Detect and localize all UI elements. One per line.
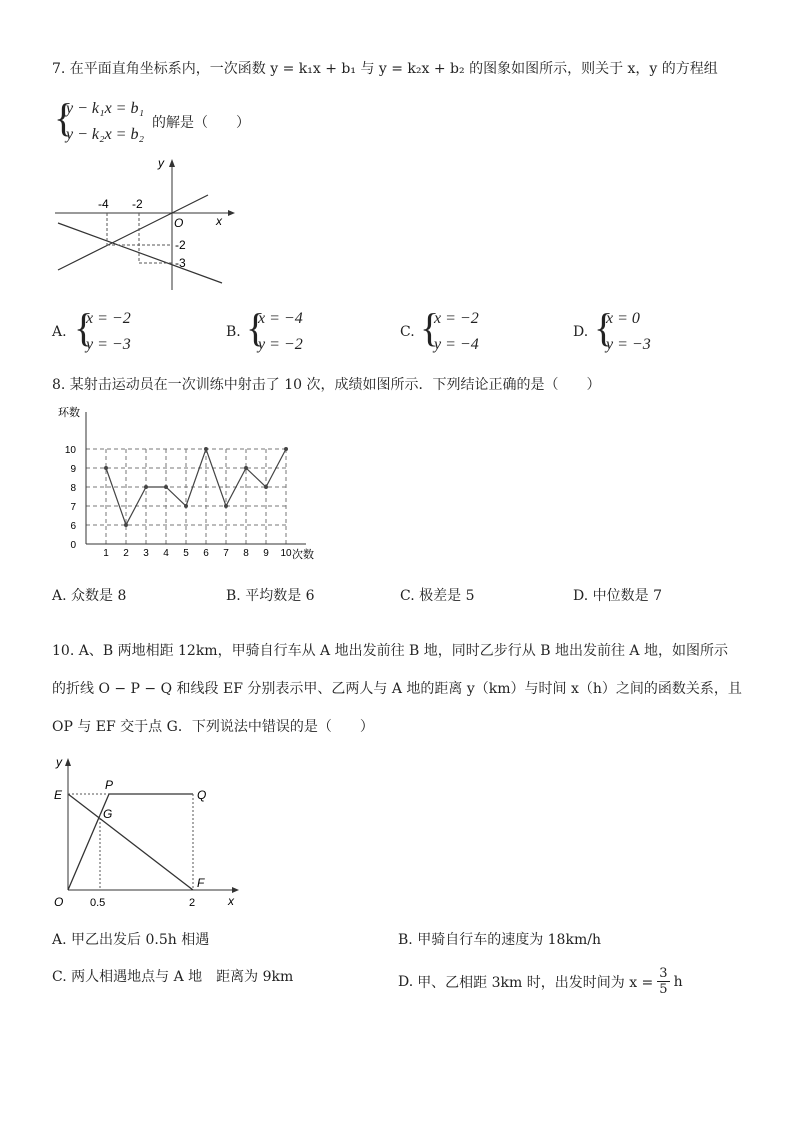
- q7-option-d-eq2: y = −3: [606, 336, 651, 353]
- q10-y-arrow: [65, 758, 71, 766]
- q7-graph: [50, 155, 240, 295]
- q7-tick-neg4: -4: [98, 197, 109, 211]
- q8-data-point: [184, 504, 188, 508]
- q10-option-d[interactable]: [398, 966, 683, 997]
- q10-option-c-letter: C.: [52, 969, 67, 985]
- q8-option-b-letter: B.: [226, 588, 241, 604]
- q10-label-Q: Q: [197, 788, 207, 802]
- q10-label-G: G: [103, 807, 113, 821]
- q7-x-arrow: [228, 210, 235, 216]
- q10-graph: [50, 752, 250, 910]
- q7-option-c[interactable]: [434, 306, 479, 358]
- q10-x-arrow: [232, 887, 239, 893]
- q10-option-d-fraction: [657, 966, 669, 997]
- q7-line2: [58, 223, 222, 283]
- q8-option-a-text: 众数是 8: [71, 588, 127, 604]
- q8-data-point: [284, 447, 288, 451]
- q7-option-a-brace: {: [74, 305, 94, 350]
- q8-option-b[interactable]: [226, 585, 315, 605]
- q7-option-a-eq2: y = −3: [86, 336, 131, 353]
- q8-option-a-letter: A.: [52, 588, 67, 604]
- q8-option-a[interactable]: [52, 585, 126, 605]
- q7-option-b[interactable]: [258, 306, 303, 358]
- q7-option-b-letter: B.: [226, 324, 241, 340]
- q8-data-point: [264, 485, 268, 489]
- q8-y-tick: 10: [64, 445, 76, 456]
- q7-option-c-letter: C.: [400, 324, 415, 340]
- q8-y-tick: 7: [70, 502, 76, 513]
- q8-x-tick: 2: [123, 548, 129, 559]
- q8-data-point: [144, 485, 148, 489]
- q8-data-point: [204, 447, 208, 451]
- q7-option-d-eq1: x = 0: [606, 310, 640, 327]
- q10-segment-EF: [68, 794, 193, 890]
- q10-label-P: P: [105, 778, 114, 792]
- q10-option-b-text: 甲骑自行车的速度为 18km/h: [417, 932, 601, 948]
- q8-option-c[interactable]: [400, 585, 474, 605]
- q7-option-c-eq2: y = −4: [434, 336, 479, 353]
- q10-y-label: y: [56, 755, 62, 769]
- q8-x-tick: 3: [143, 548, 149, 559]
- q8-y-tick: 6: [70, 521, 76, 532]
- q8-y-tick: 8: [70, 483, 76, 494]
- q10-option-d-unit: h: [673, 973, 683, 990]
- q8-option-c-text: 极差是 5: [419, 588, 475, 604]
- q10-label-E: E: [54, 788, 63, 802]
- q8-x-tick: 7: [223, 548, 229, 559]
- q7-x-label: x: [216, 214, 222, 228]
- q7-option-b-brace: {: [246, 305, 266, 350]
- q10-stem-line3: OP 与 EF 交于点 G．下列说法中错误的是（ ）: [52, 719, 374, 735]
- q7-system: [66, 96, 144, 148]
- q8-x-tick: 10: [280, 548, 292, 559]
- q10-stem-line1: 10. A、B 两地相距 12km，甲骑自行车从 A 地出发前往 B 地，同时乙步行从 B 地出发前往 A 地，如图所示: [52, 643, 728, 659]
- q7-stem-line1: 7. 在平面直角坐标系内，一次函数 y = k₁x + b₁ 与 y = k₂x + b₂ 的图象如图所示，则关于 x，y 的方程组: [52, 61, 718, 77]
- q8-option-d[interactable]: [573, 585, 662, 605]
- q10-option-a-letter: A.: [52, 932, 67, 948]
- q8-option-c-letter: C.: [400, 588, 415, 604]
- q8-x-tick: 1: [103, 548, 109, 559]
- q10-option-b-letter: B.: [398, 932, 413, 948]
- q8-option-d-text: 中位数是 7: [592, 588, 662, 604]
- q10-x-label: x: [228, 894, 234, 908]
- q8-stem: 8. 某射击运动员在一次训练中射击了 10 次，成绩如图所示．下列结论正确的是（ ）: [52, 377, 601, 393]
- q8-x-tick: 4: [163, 548, 169, 559]
- q8-y-axis-label: 环数: [58, 407, 80, 419]
- q10-label-F: F: [197, 876, 205, 890]
- q10-option-d-letter: D.: [398, 973, 414, 990]
- q7-option-a-letter: A.: [52, 324, 67, 340]
- q8-line-chart: [50, 402, 330, 562]
- q7-y-label: y: [158, 156, 164, 170]
- q10-option-c[interactable]: [52, 966, 293, 986]
- q7-tick-y-neg2: -2: [175, 238, 186, 252]
- q8-data-point: [224, 504, 228, 508]
- q7-option-c-eq1: x = −2: [434, 310, 479, 327]
- q10-option-a[interactable]: [52, 929, 209, 949]
- q8-y-tick: 0: [70, 540, 76, 551]
- q7-option-a[interactable]: [86, 306, 131, 358]
- q10-option-c-text: 两人相遇地点与 A 地 距离为 9km: [71, 969, 294, 985]
- q7-option-b-eq2: y = −2: [258, 336, 303, 353]
- q8-x-tick: 6: [203, 548, 209, 559]
- q7-option-d-brace: {: [594, 305, 614, 350]
- q7-option-c-brace: {: [420, 305, 440, 350]
- q10-option-a-text: 甲乙出发后 0.5h 相遇: [71, 932, 210, 948]
- q7-stem-tail: 的解是（ ）: [152, 115, 250, 131]
- q10-label-O: O: [54, 895, 64, 909]
- q10-tick-2: 2: [189, 897, 196, 909]
- q7-tick-neg2: -2: [132, 197, 143, 211]
- q8-x-axis-label: 次数: [292, 549, 314, 561]
- q8-option-d-letter: D.: [573, 588, 589, 604]
- q7-option-b-eq1: x = −4: [258, 310, 303, 327]
- q10-option-b[interactable]: [398, 929, 601, 949]
- q7-option-d-letter: D.: [573, 324, 589, 340]
- q10-tick-0-5: 0.5: [90, 897, 106, 909]
- q7-system-brace: {: [54, 95, 74, 140]
- q8-x-tick: 9: [263, 548, 269, 559]
- q7-tick-y-neg3: -3: [175, 256, 186, 270]
- q8-data-point: [164, 485, 168, 489]
- q7-origin-label: O: [174, 216, 184, 230]
- q10-option-d-text: 甲、乙相距 3km 时，出发时间为 x =: [417, 974, 654, 991]
- q10-stem-line2: 的折线 O − P − Q 和线段 EF 分别表示甲、乙两人与 A 地的距离 y（km）与时间 x（h）之间的函数关系，且: [52, 681, 742, 697]
- q8-data-point: [244, 466, 248, 470]
- q8-x-tick: 8: [243, 548, 249, 559]
- q8-y-tick: 9: [70, 464, 76, 475]
- q7-y-arrow: [169, 159, 175, 167]
- q8-data-point: [104, 466, 108, 470]
- q7-option-a-eq1: x = −2: [86, 310, 131, 327]
- q10-option-d-frac-den: 5: [659, 982, 668, 997]
- q10-option-d-frac-num: 3: [659, 966, 668, 981]
- q7-option-d[interactable]: [606, 306, 651, 358]
- q8-score-line: [106, 449, 286, 525]
- q7-system-eq1: y − k₁x = b₁: [66, 100, 145, 117]
- q8-option-b-text: 平均数是 6: [245, 588, 315, 604]
- q8-data-point: [124, 523, 128, 527]
- q7-system-eq2: y − k₂x = b₂: [66, 126, 145, 143]
- q8-x-tick: 5: [183, 548, 189, 559]
